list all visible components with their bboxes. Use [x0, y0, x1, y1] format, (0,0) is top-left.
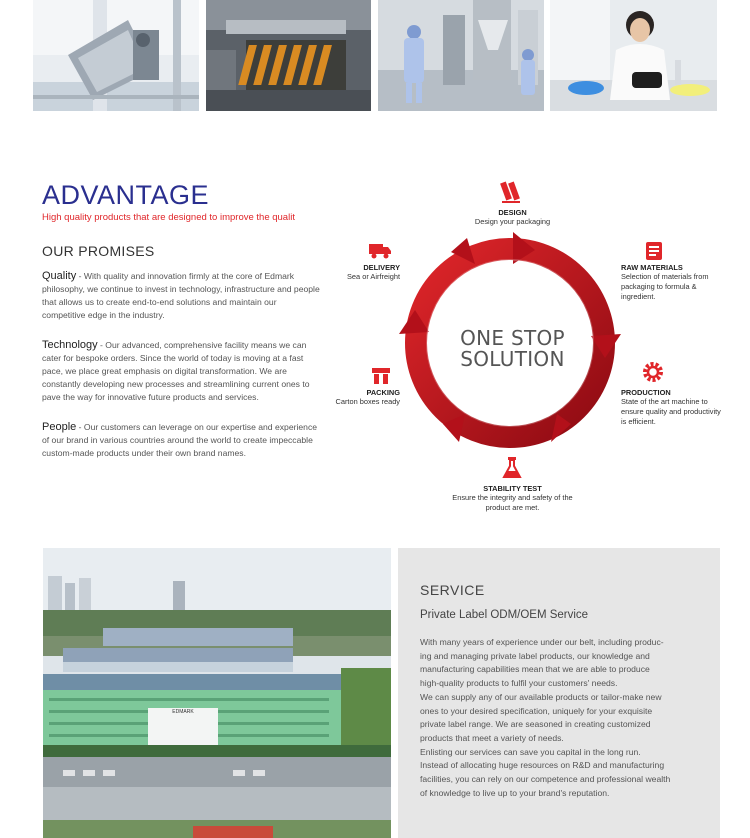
photo-packaging-line	[206, 0, 371, 111]
advantage-subtitle: High quality products that are designed to improve the qualit	[42, 212, 295, 223]
service-line: ing and managing private label products, our knowledge and	[420, 650, 650, 661]
service-body	[420, 636, 710, 800]
stage-text: Ensure the integrity and safety of the product are met.	[452, 493, 573, 512]
service-line: We can supply any of our available products or tailor-make new	[420, 691, 662, 702]
center-line-1: ONE STOP	[460, 326, 565, 350]
paragraph-quality	[42, 270, 322, 322]
paragraph-people	[42, 421, 322, 460]
stage-text: Carton boxes ready	[335, 397, 400, 406]
flask-icon	[502, 456, 522, 485]
stage-text: Design your packaging	[474, 217, 551, 226]
stage-packing	[320, 388, 400, 407]
stage-design	[445, 208, 580, 227]
stage-title: RAW MATERIALS	[621, 263, 683, 272]
gear-icon	[641, 360, 665, 389]
service-line: facilities, you can rely on our competence and professional wealth	[420, 774, 671, 785]
cycle-center-text	[440, 328, 585, 370]
service-line: ones to your desired specification, uniquely for your exquisite	[420, 705, 653, 716]
paragraph-heading: People	[42, 421, 77, 433]
stage-text: Sea or Airfreight	[347, 272, 400, 281]
service-title: SERVICE	[420, 582, 485, 598]
stage-title: PRODUCTION	[621, 388, 671, 397]
promises-heading: OUR PROMISES	[42, 243, 155, 259]
service-line: Enlisting our services can save you capital in the long run.	[420, 746, 641, 757]
photo-machine-mixer	[33, 0, 199, 111]
design-icon	[500, 180, 522, 209]
service-line: Instead of allocating huge resources on R&D and manufacturing	[420, 760, 665, 771]
stage-stability-test	[445, 484, 580, 513]
stage-production	[621, 388, 727, 427]
service-line: high-quality products to fulfil your customers' needs.	[420, 678, 618, 689]
paragraph-text: - With quality and innovation firmly at the core of Edmark philosophy, we continue to invest in technology, infrastructure and people that allows us to create end-to-end solutions and maintain our competitive edge in the industry.	[42, 271, 320, 320]
stage-title: DESIGN	[498, 208, 527, 217]
photo-production-floor	[378, 0, 544, 111]
photo-laboratory	[550, 0, 717, 111]
paragraph-text: - Our customers can leverage on our expertise and experience of our brand in various countries around the world to create impeccable custom-made products under their own brand names.	[42, 422, 318, 458]
service-line: products that meet a variety of needs.	[420, 732, 564, 743]
box-icon	[371, 367, 391, 390]
service-line: of knowledge to live up to your brand's reputation.	[420, 787, 610, 798]
center-line-2: SOLUTION	[460, 347, 565, 371]
paragraph-heading: Technology	[42, 339, 98, 351]
stage-text: Selection of materials from packaging to formula & ingredient.	[621, 272, 709, 301]
advantage-title: ADVANTAGE	[42, 180, 210, 210]
truck-icon	[368, 241, 392, 264]
stage-title: STABILITY TEST	[483, 484, 542, 493]
paragraph-technology	[42, 339, 322, 404]
stage-raw-materials	[621, 263, 727, 302]
paragraph-text: - Our advanced, comprehensive facility means we can cater for bespoke orders. Since the world of today is moving at a fast pace, we place great emphasis on digital transformation. We are constantly developing new processes and streamlining current ones to pave the way for innovative future products and services.	[42, 340, 310, 402]
stage-title: DELIVERY	[363, 263, 400, 272]
factory-sign: EDMARK	[172, 709, 194, 715]
factory-aerial-photo	[43, 548, 391, 838]
service-line: With many years of experience under our belt, including produc-	[420, 637, 664, 647]
stage-delivery	[320, 263, 400, 282]
service-subtitle: Private Label ODM/OEM Service	[420, 609, 589, 621]
stage-text: State of the art machine to ensure quality and productivity is efficient.	[621, 397, 721, 426]
stage-title: PACKING	[366, 388, 400, 397]
service-line: manufacturing capabilities mean that we are able to produce	[420, 664, 650, 675]
paragraph-heading: Quality	[42, 270, 77, 282]
service-line: private label range. We are seasoned in creating customized	[420, 719, 651, 730]
